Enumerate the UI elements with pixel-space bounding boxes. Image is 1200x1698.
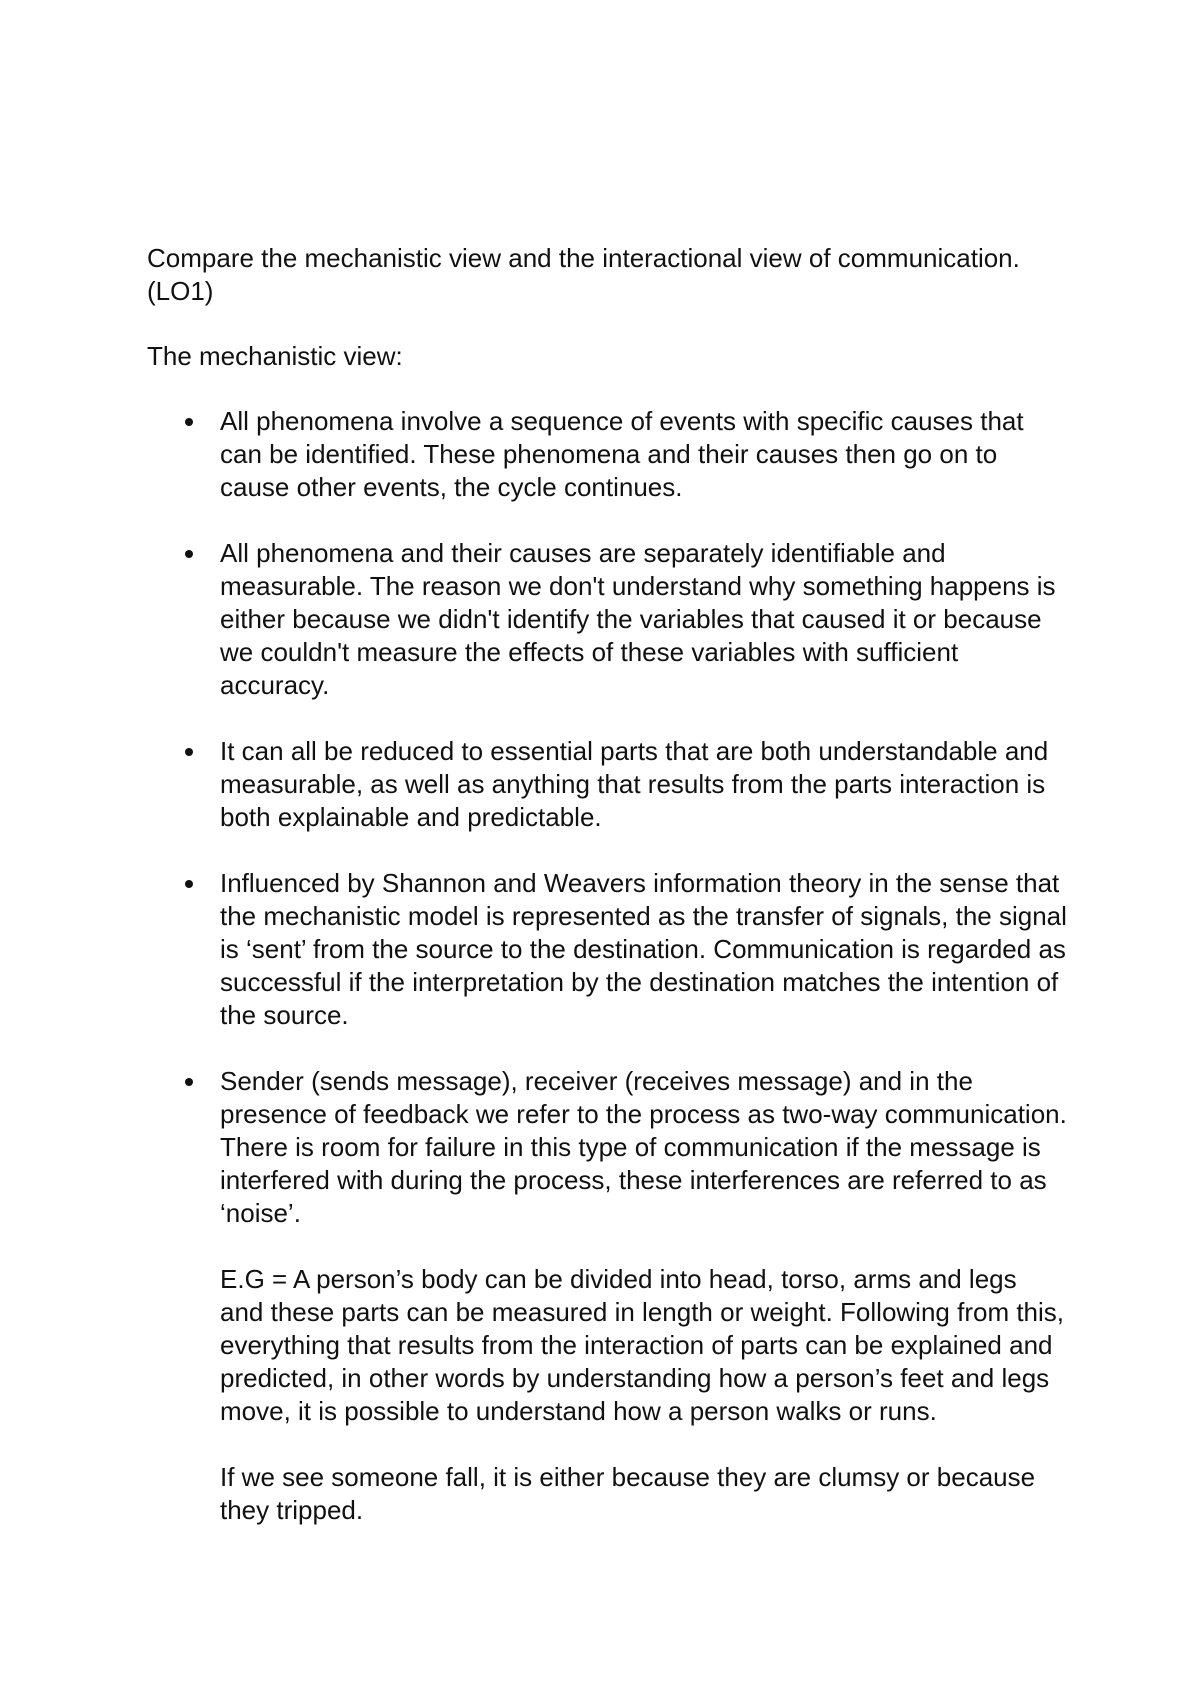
list-item (147, 735, 1067, 834)
list-item (147, 537, 1067, 702)
bullet-dot-icon (185, 550, 193, 558)
section-label: The mechanistic view: (147, 341, 403, 371)
example-paragraph: E.G = A person’s body can be divided into head, torso, arms and legs and these parts can be measured in length or weight. Following from this, everything that results from the interaction of parts can be explained and predicted, in other words by understanding how a person’s feet and legs move, it is possible to understand how a person walks or runs. (220, 1264, 1065, 1426)
bullet-dot-icon (185, 880, 193, 888)
bullet-dot-icon (185, 418, 193, 426)
bullet-list (147, 405, 1067, 1230)
bullet-text: All phenomena and their causes are separately identifiable and measurable. The reason we don't understand why something happens is either because we didn't identify the variables that caused it or because we couldn't measure the effects of these variables with sufficient accuracy. (220, 538, 1056, 700)
bullet-text: It can all be reduced to essential parts that are both understandable and measurable, as well as anything that results from the parts interaction is both explainable and predictable. (220, 736, 1049, 832)
bullet-text: All phenomena involve a sequence of events with specific causes that can be identified. These phenomena and their causes then go on to cause other events, the cycle continues. (220, 406, 1024, 502)
example-paragraph-fall: If we see someone fall, it is either because they are clumsy or because they tripped. (220, 1462, 1036, 1525)
bullet-text: Influenced by Shannon and Weavers information theory in the sense that the mechanistic model is represented as the transfer of signals, the signal is ‘sent’ from the source to the destination. Communication is regarded as successful if the interpretation by the destination matches the intention of the source. (220, 868, 1067, 1030)
list-item (147, 1065, 1067, 1230)
question-heading: Compare the mechanistic view and the interactional view of communication. (LO1) (147, 243, 1020, 306)
document-body (147, 242, 1067, 1527)
bullet-dot-icon (185, 1078, 193, 1086)
list-item (147, 867, 1067, 1032)
bullet-dot-icon (185, 748, 193, 756)
list-item (147, 405, 1067, 504)
bullet-text: Sender (sends message), receiver (receives message) and in the presence of feedback we refer to the process as two-way communication. There is room for failure in this type of communication if the message is interfered with during the process, these interferences are referred to as ‘noise’. (220, 1066, 1067, 1228)
